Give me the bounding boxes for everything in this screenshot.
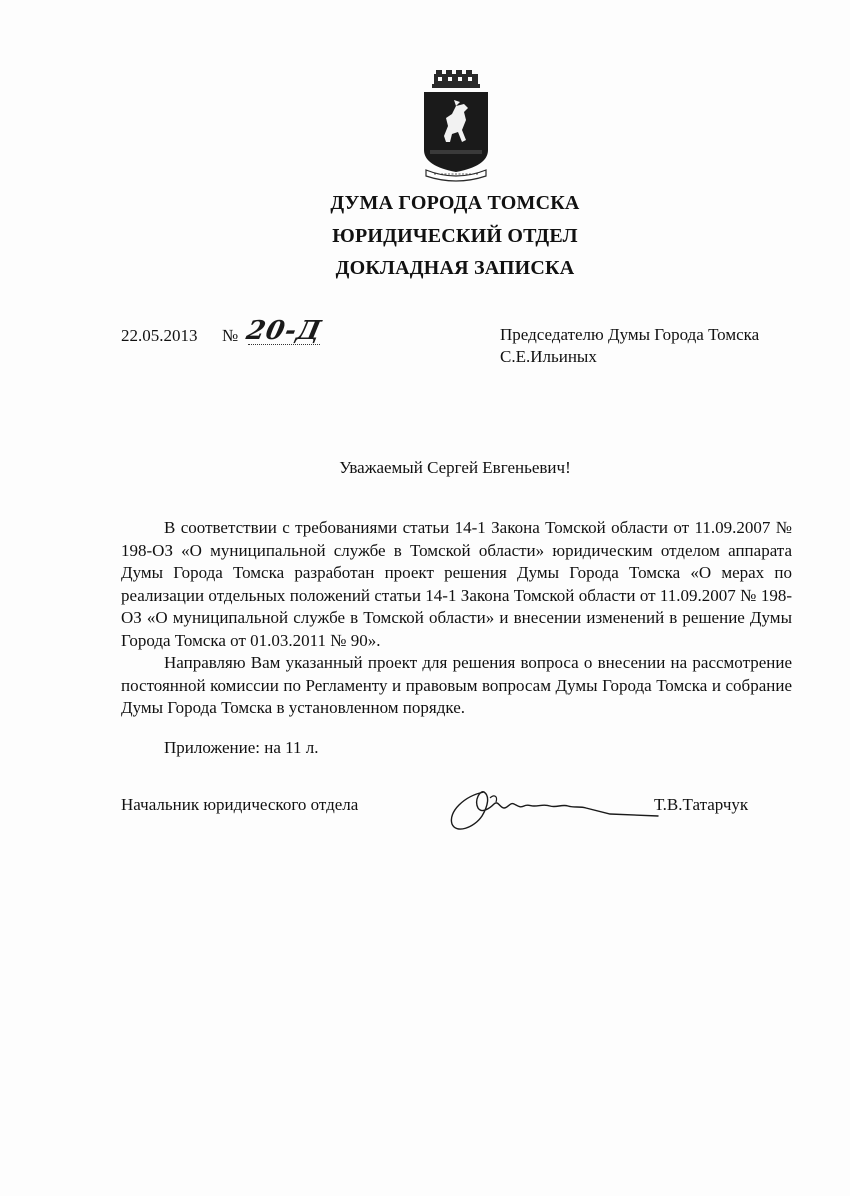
document-date: 22.05.2013 [121, 326, 198, 345]
document-type-title: ДОКЛАДНАЯ ЗАПИСКА [335, 257, 575, 279]
signer-name: Т.В.Татарчук [654, 795, 749, 814]
addressee-name: С.Е.Ильиных [500, 347, 597, 366]
body-paragraph-1: В соответствии с требованиями статьи 14-1 Закона Томской области от 11.09.2007 № 198-ОЗ «О муниципальной службе в Томской области» юридическим отделом аппарата Думы Города Томска разработан проект решения Думы Города Томска «О мерах по реализации отдельных положений статьи 14-1 Закона Томской области от 11.09.2007 № 198-ОЗ «О муниципальной службе в Томской области» и внесении изменений в решение Думы Города Томска от 01.03.2011 № 90». [121, 518, 792, 650]
department-title: ЮРИДИЧЕСКИЙ ОТДЕЛ [332, 225, 578, 247]
addressee-position: Председателю Думы Города Томска [500, 325, 760, 344]
body-paragraph-2: Направляю Вам указанный проект для решения вопроса о внесении на рассмотрение постоянной комиссии по Регламенту и правовым вопросам Думы Города Томска и собрание Думы Города Томска в установленном порядке. [121, 653, 792, 717]
handwritten-signature [444, 778, 664, 838]
body-text [121, 517, 792, 720]
organization-title: ДУМА ГОРОДА ТОМСКА [330, 192, 580, 214]
greeting: Уважаемый Сергей Евгеньевич! [339, 458, 571, 477]
signer-title: Начальник юридического отдела [121, 795, 359, 814]
addressee-block [500, 324, 759, 368]
number-underline [248, 344, 320, 345]
attachment-note: Приложение: на 11 л. [164, 738, 319, 757]
city-emblem-icon [420, 70, 492, 182]
number-label: № [222, 326, 239, 345]
document-number: 20-Д [243, 316, 325, 346]
